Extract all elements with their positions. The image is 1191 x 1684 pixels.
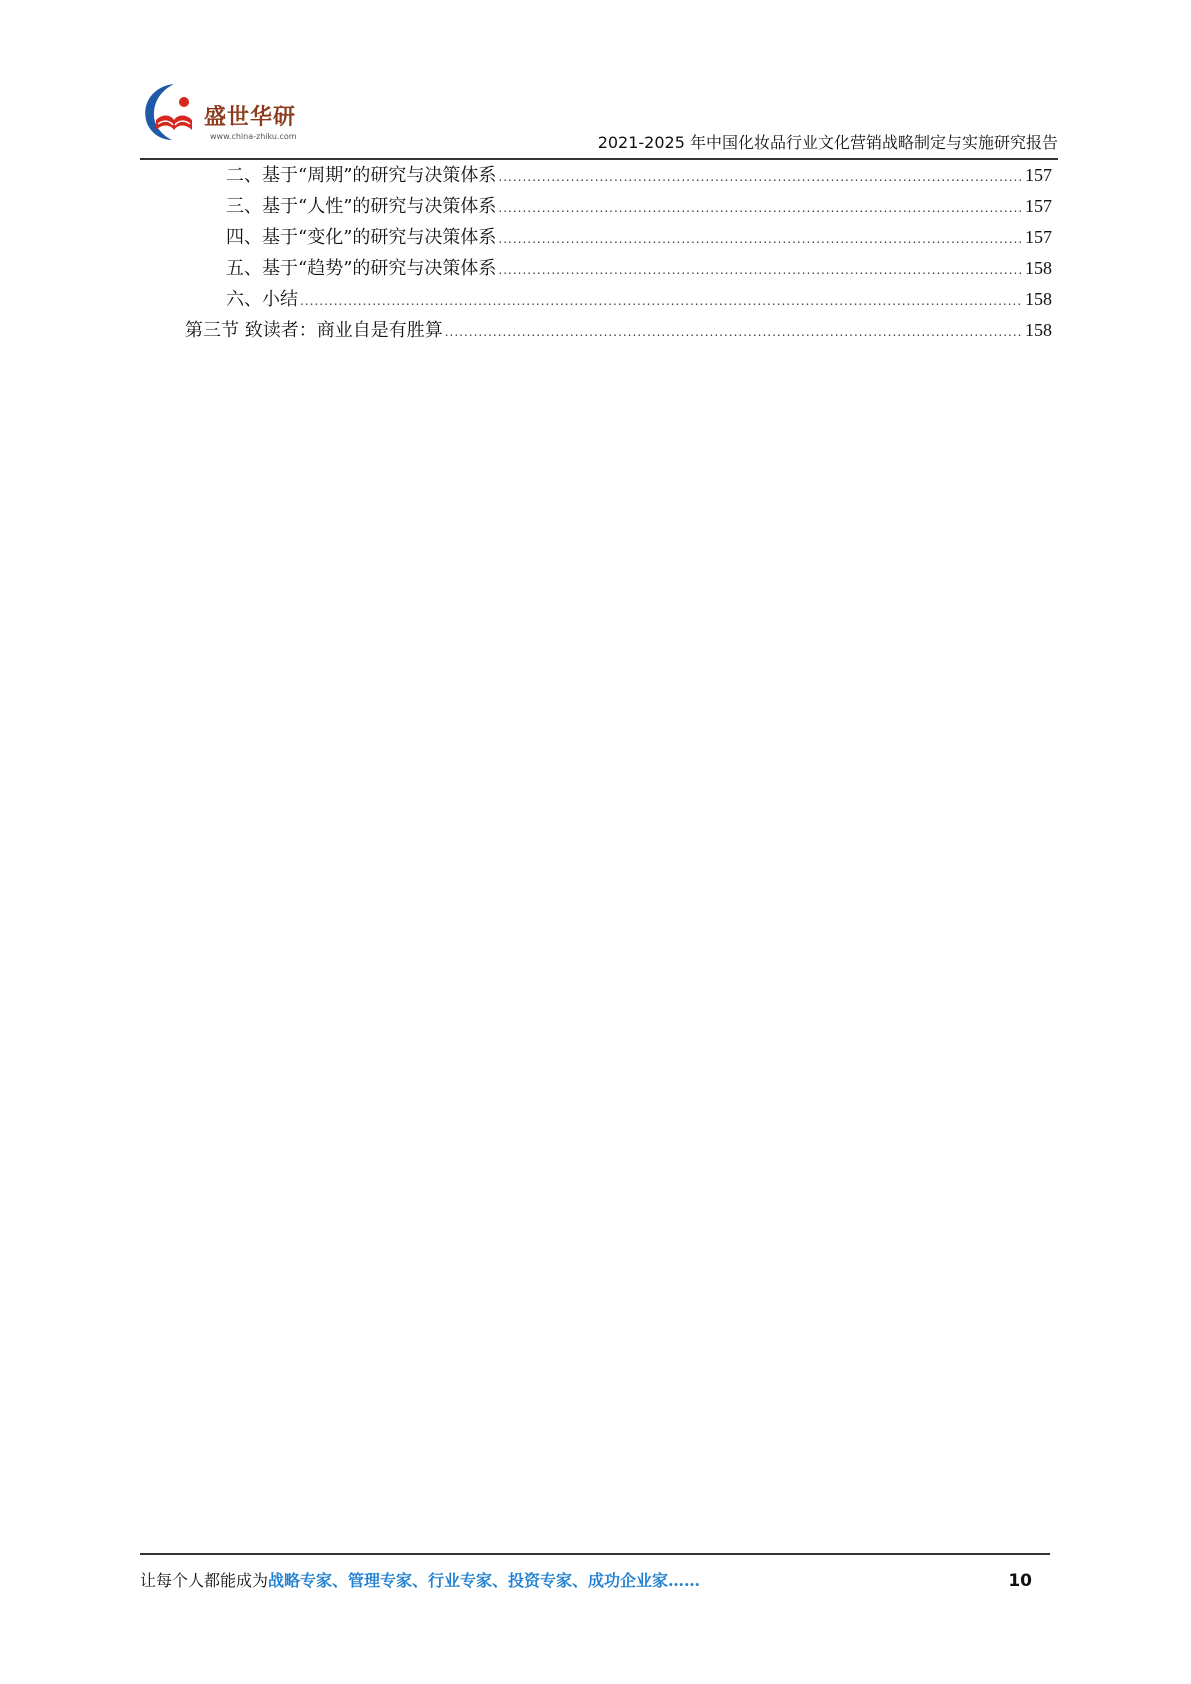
logo-url: www.china-zhiku.com (210, 132, 297, 141)
toc-entry[interactable] (226, 284, 1052, 314)
toc-entry-page: 157 (1025, 196, 1052, 216)
toc-dot-leader (498, 162, 1023, 192)
toc-dot-leader (498, 224, 1023, 254)
footer-slogan-roles: 战略专家、管理专家、行业专家、投资专家、成功企业家…… (268, 1571, 701, 1590)
company-logo (140, 78, 310, 150)
page-footer (140, 1566, 1050, 1596)
toc-entry-page: 158 (1025, 258, 1052, 278)
footer-slogan-lead: 让每个人都能成为 (140, 1571, 269, 1590)
toc-dot-leader (445, 317, 1023, 347)
toc-entry-label: 六、小结 (226, 289, 298, 310)
toc-entry-label: 二、基于“周期”的研究与决策体系 (226, 165, 497, 186)
book-swoosh-logo-icon (140, 80, 204, 144)
toc-entry[interactable] (185, 315, 1052, 345)
toc-entry-page: 158 (1025, 320, 1052, 340)
toc-entry[interactable] (226, 160, 1052, 190)
toc-dot-leader (498, 255, 1023, 285)
footer-divider (140, 1553, 1050, 1555)
toc-dot-leader (300, 286, 1023, 316)
toc-entry[interactable] (226, 191, 1052, 221)
toc-entry[interactable] (226, 222, 1052, 252)
toc-dot-leader (498, 193, 1023, 223)
toc-entry[interactable] (226, 253, 1052, 283)
page-header (140, 78, 1058, 158)
toc-entry-page: 158 (1025, 289, 1052, 309)
report-title: 2021-2025 年中国化妆品行业文化营销战略制定与实施研究报告 (597, 133, 1058, 152)
logo-name: 盛世华研 (204, 105, 297, 130)
toc-entry-page: 157 (1025, 227, 1052, 247)
toc-entry-label: 四、基于“变化”的研究与决策体系 (226, 227, 497, 248)
page-number: 10 (1008, 1571, 1032, 1591)
toc-entry-label: 第三节 致读者：商业自是有胜算 (185, 320, 443, 341)
toc-entry-label: 三、基于“人性”的研究与决策体系 (226, 196, 497, 217)
toc-entry-page: 157 (1025, 165, 1052, 185)
toc-entry-label: 五、基于“趋势”的研究与决策体系 (226, 258, 497, 279)
